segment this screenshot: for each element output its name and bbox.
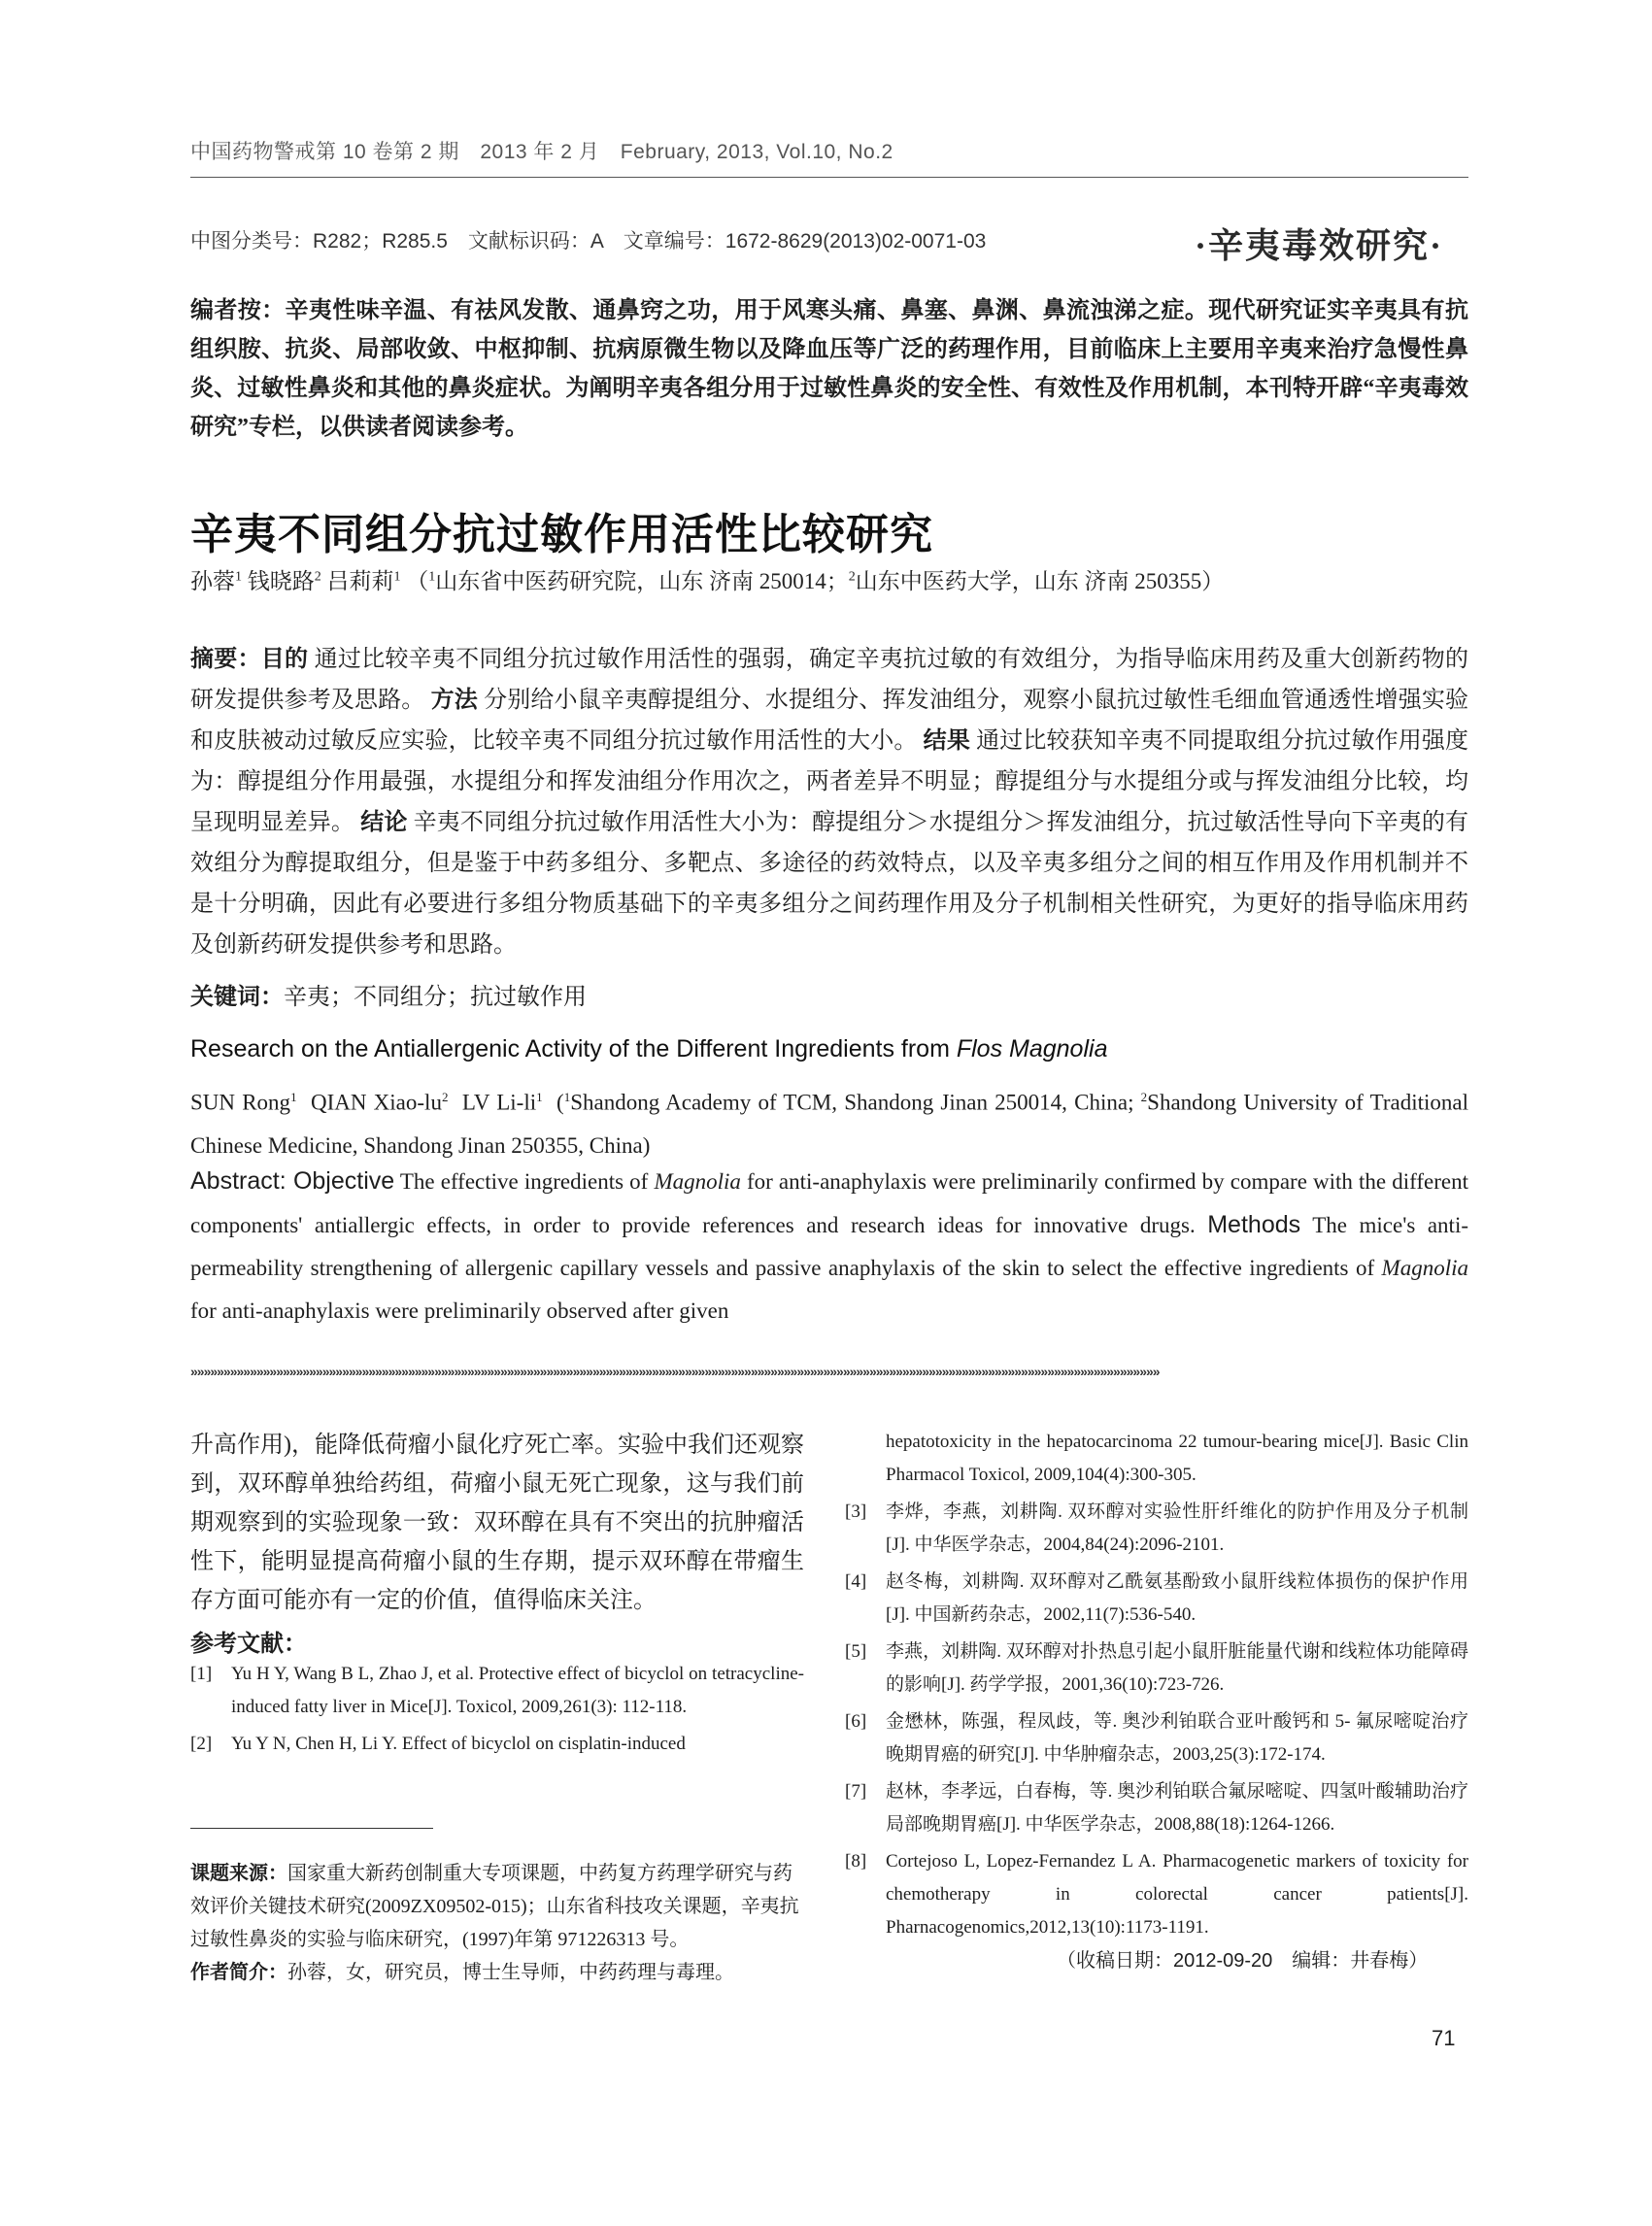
reference-text: Yu Y N, Chen H, Li Y. Effect of bicyclol on cisplatin-induced [231,1734,686,1754]
author-en-2: QIAN Xiao-lu [310,1090,442,1115]
reference-number: [2] [190,1734,213,1754]
results-text: 通过比较获知辛夷不同提取组分抗过敏作用强度为：醇提组分作用最强，水提组分和挥发油组分作用次之，两者差异不明显；醇提组分与水提组分或与挥发油组分比较，均呈现明显差异。 [190,728,1469,835]
methods-en-text-a: The mice's anti-permeability strengthening of allergenic capillary vessels and passive anaphylaxis of the skin to select the effective ingredients of [190,1213,1468,1280]
aff-open: （ [406,569,429,593]
methods-label: 方法 [430,687,478,713]
affiliation-1: 山东省中医药研究院，山东 济南 250014； [435,569,849,593]
title-en-main: Research on the Antiallergenic Activity of the Different Ingredients from [190,1035,957,1062]
aff-en-1-sup: 1 [563,1090,571,1104]
abstract-label: 摘要： [190,646,261,672]
editor-note: 编者按：辛夷性味辛温、有祛风发散、通鼻窍之功，用于风寒头痛、鼻塞、鼻渊、鼻流浊涕之症。现代研究证实辛夷具有抗组织胺、抗炎、局部收敛、中枢抑制、抗病原微生物以及降血压等广泛的药理作用，目前临床上主要用辛夷来治疗急慢性鼻炎、过敏性鼻炎和其他的鼻炎症状。为阐明辛夷各组分用于过敏性鼻炎的安全性、有效性及作用机制，本刊特开辟“辛夷毒效研究”专栏，以供读者阅读参考。 [190,298,1468,440]
article-title-en [190,1035,1107,1063]
abstract-cn [190,639,1468,965]
header-rule [190,177,1468,178]
conclusion-text: 辛夷不同组分抗过敏作用活性大小为：醇提组分＞水提组分＞挥发油组分，抗过敏活性导向下辛夷的有效组分为醇提取组分，但是鉴于中药多组分、多靶点、多途径的药效特点，以及辛夷多组分之间的相互作用及作用机制并不是十分明确，因此有必要进行多组分物质基础下的辛夷多组分之间药理作用及分子机制相关性研究，为更好的指导临床用药及创新药研发提供参考和思路。 [190,810,1469,958]
abstract-en-label: Abstract: [190,1167,293,1195]
reference-text: 金懋林，陈强，程凤歧，等. 奥沙利铂联合亚叶酸钙和 5- 氟尿嘧啶治疗晚期胃癌的研究[J]. 中华肿瘤杂志，2003,25(3):172-174. [886,1711,1468,1765]
page-number: 71 [1432,2026,1456,2050]
footnote-rule [190,1828,433,1829]
footnotes [190,1857,804,1989]
author-2-sup: 2 [314,569,321,585]
author-1-sup: 1 [235,569,242,585]
author-1: 孙蓉 [190,569,235,593]
running-header: 中国药物警戒第 10 卷第 2 期 2013 年 2 月 February, 2013, Vol.10, No.2 [190,141,893,163]
reference-text: hepatotoxicity in the hepatocarcinoma 22 tumour-bearing mice[J]. Basic Clin Pharmacol Toxicol, 2009,104(4):300-305. [886,1432,1468,1485]
reference-number: [1] [190,1664,213,1684]
objective-en-text-b: for anti-anaphylaxis were preliminarily confirmed by compare with the different components' antiallergic effects, in order to provide references and research ideas for innovative drugs. [190,1169,1468,1237]
methods-en-italic: Magnolia [1381,1256,1468,1280]
reference-number: [4] [845,1571,867,1592]
author-en-1-sup: 1 [290,1090,297,1104]
methods-en-text-b: for anti-anaphylaxis were preliminarily observed after given [190,1298,729,1323]
classification-line: 中图分类号：R282；R285.5 文献标识码：A 文章编号：1672-8629(2013)02-0071-03 [190,230,987,253]
affiliation-en-1: Shandong Academy of TCM, Shandong Jinan 250014, China; [570,1090,1141,1115]
author-en-3: LV Li-li [461,1090,537,1115]
aff1-sup: 1 [428,569,436,585]
reference-item [190,1728,804,1761]
section-tag: ·辛夷毒效研究· [1195,226,1444,265]
reference-item [845,1636,1468,1702]
objective-en-label: Objective [292,1167,395,1195]
author-en-2-sup: 2 [441,1090,449,1104]
methods-text: 分别给小鼠辛夷醇提组分、水提组分、挥发油组分，观察小鼠抗过敏性毛细血管通透性增强实验和皮肤被动过敏反应实验，比较辛夷不同组分抗过敏作用活性的大小。 [190,688,1469,754]
continuation-text: 升高作用)，能降低荷瘤小鼠化疗死亡率。实验中我们还观察到，双环醇单独给药组，荷瘤小鼠无死亡现象，这与我们前期观察到的实验现象一致：双环醇在具有不突出的抗肿瘤活性下，能明显提高荷瘤小鼠的生存期，提示双环醇在带瘤生存方面可能亦有一定的价值，值得临床关注。 [190,1433,804,1613]
objective-en-italic: Magnolia [654,1169,741,1194]
received-date: （收稿日期：2012-09-20 编辑：井春梅） [1057,1950,1429,1972]
left-column [190,1426,804,1765]
reference-number: [8] [845,1851,867,1872]
reference-continuation [845,1426,1468,1492]
affiliation-2: 山东中医药大学，山东 济南 250355） [855,569,1225,593]
reference-text: 李燕，刘耕陶. 双环醇对扑热息引起小鼠肝脏能量代谢和线粒体功能障碍的影响[J]. 药学学报，2001,36(10):723-726. [886,1641,1468,1695]
authors-en [190,1076,1468,1167]
objective-en-text-a: The effective ingredients of [394,1169,655,1194]
author-en-3-sup: 1 [536,1090,543,1104]
reference-text: Cortejoso L, Lopez-Fernandez L A. Pharmacogenetic markers of toxicity for chemotherapy in colorectal cancer patients[J]. Pharnacogenomics,2012,13(10):1173-1191. [886,1851,1468,1938]
funding-label: 课题来源： [190,1863,287,1884]
aff-en-2-sup: 2 [1140,1090,1148,1104]
author-en-1: SUN Rong [190,1090,291,1115]
reference-item [845,1566,1468,1632]
methods-en-label: Methods [1207,1211,1301,1238]
reference-text: 赵冬梅，刘耕陶. 双环醇对乙酰氨基酚致小鼠肝线粒体损伤的保护作用[J]. 中国新药杂志，2002,11(7):536-540. [886,1571,1468,1625]
reference-number: [5] [845,1641,867,1662]
references-heading: 参考文献： [190,1631,307,1657]
author-info-label: 作者简介： [190,1962,287,1983]
affiliation-en-2: Shandong University of Traditional Chinese Medicine, Shandong Jinan 250355, China) [190,1090,1469,1158]
reference-number: [3] [845,1501,867,1522]
keywords-label: 关键词： [190,984,284,1010]
authors-cn [190,563,1224,595]
conclusion-label: 结论 [360,809,408,835]
keywords-cn [190,977,587,1011]
author-3-sup: 1 [393,569,401,585]
right-column [845,1426,1468,1948]
author-3: 吕莉莉 [326,569,394,593]
section-separator: »»»»»»»»»»»»»»»»»»»»»»»»»»»»»»»»»»»»»»»»»»»»»»»»»»»»»»»»»»»»»»»»»»»»»»»»»»»»»»»»»»»»»»»»»»»»»»»»»»»»»»»»»»»»»»»»»»»»»»»»»»»»»»»»»»»»»»»»»»»»»»»»»»» [190,1364,1160,1379]
reference-item [845,1496,1468,1562]
author-info-text: 孙蓉，女，研究员，博士生导师，中药药理与毒理。 [287,1962,734,1983]
reference-number: [6] [845,1711,867,1732]
reference-text: 赵林，李孝远，白春梅，等. 奥沙利铂联合氟尿嘧啶、四氢叶酸辅助治疗局部晚期胃癌[J]. 中华医学杂志，2008,88(18):1264-1266. [886,1781,1468,1835]
aff2-sup: 2 [848,569,856,585]
reference-number-blank [845,1426,886,1492]
reference-item [845,1775,1468,1841]
objective-text: 通过比较辛夷不同组分抗过敏作用活性的强弱，确定辛夷抗过敏的有效组分，为指导临床用药及重大创新药物的研发提供参考及思路。 [190,647,1469,713]
reference-item [845,1845,1468,1944]
objective-label: 目的 [260,646,309,672]
reference-number: [7] [845,1781,867,1802]
results-label: 结果 [923,727,970,754]
aff-en-open: ( [556,1090,564,1115]
article-title-cn: 辛夷不同组分抗过敏作用活性比较研究 [190,511,933,558]
reference-text: 李烨，李燕，刘耕陶. 双环醇对实验性肝纤维化的防护作用及分子机制[J]. 中华医学杂志，2004,84(24):2096-2101. [886,1501,1468,1555]
reference-item [190,1658,804,1724]
reference-text: Yu H Y, Wang B L, Zhao J, et al. Protective effect of bicyclol on tetracycline-induced fatty liver in Mice[J]. Toxicol, 2009,261(3): 112-118. [231,1664,804,1717]
abstract-en [190,1160,1468,1332]
title-en-italic: Flos Magnolia [956,1035,1108,1062]
keywords-value: 辛夷；不同组分；抗过敏作用 [284,985,587,1010]
reference-item [845,1705,1468,1771]
funding-text: 国家重大新药创制重大专项课题，中药复方药理学研究与药效评价关键技术研究(2009ZX09502-015)；山东省科技攻关课题，辛夷抗过敏性鼻炎的实验与临床研究，(1997)年第 971226313 号。 [190,1863,799,1950]
author-2: 钱晓路 [247,569,315,593]
